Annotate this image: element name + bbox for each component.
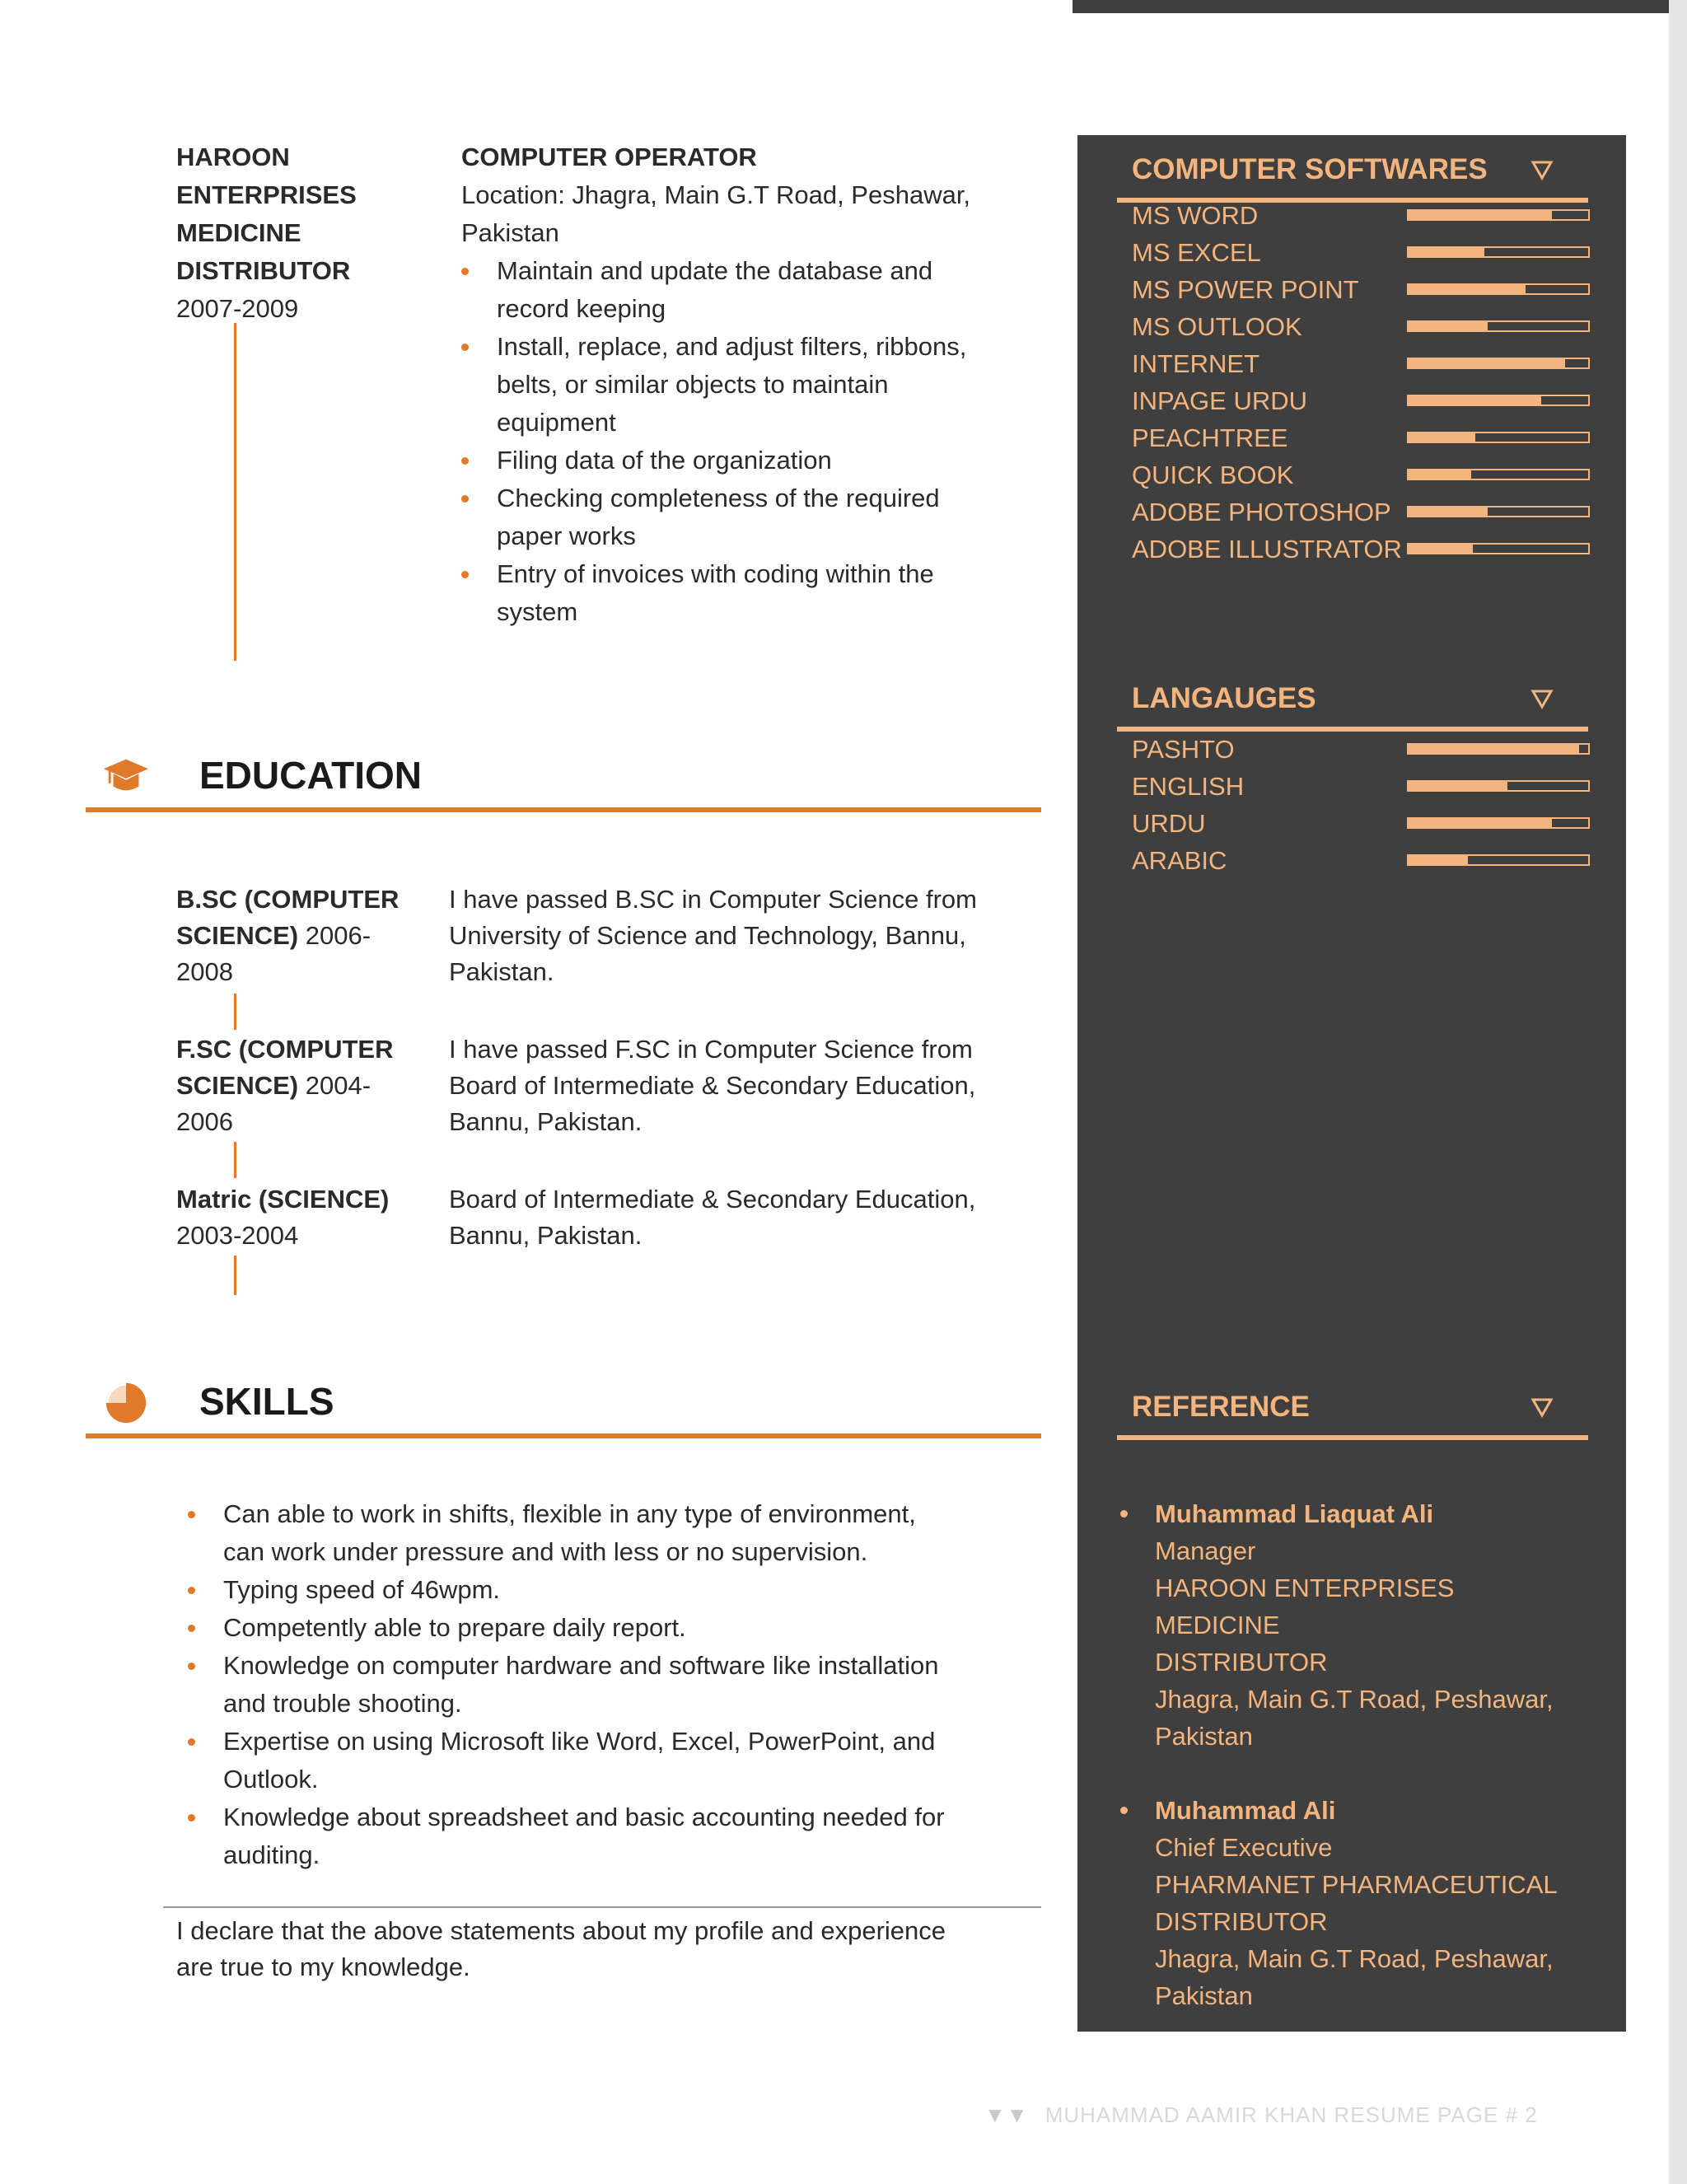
degree-name: SCIENCE) xyxy=(176,921,299,950)
education-description xyxy=(449,882,1034,990)
degree-name: F.SC (COMPUTER xyxy=(176,1035,394,1064)
skill-level-fill xyxy=(1409,819,1552,827)
education-heading xyxy=(86,741,1041,812)
skill-level-fill xyxy=(1409,248,1484,256)
experience-organization xyxy=(176,138,357,328)
skill-level-bar xyxy=(1407,395,1590,406)
page-edge xyxy=(1669,0,1687,2184)
duty-item xyxy=(461,442,1038,479)
skill-level-fill xyxy=(1409,322,1488,330)
reference-name: Muhammad Liaquat Ali xyxy=(1155,1499,1434,1528)
experience-period: 2007-2009 xyxy=(176,294,299,323)
degree-period: 2008 xyxy=(176,957,233,986)
skill-level-bar xyxy=(1407,432,1590,443)
divider xyxy=(163,1906,1041,1908)
skill-level-bar xyxy=(1407,283,1590,295)
skill-level-row xyxy=(1132,494,1610,531)
languages-heading xyxy=(1117,669,1588,732)
reference-org: HAROON ENTERPRISES MEDICINE xyxy=(1155,1574,1455,1639)
skill-level-row xyxy=(1132,346,1610,382)
skill-text: Competently able to prepare daily report. xyxy=(223,1613,686,1642)
skill-text: can work under pressure and with less or no supervision. xyxy=(223,1537,868,1566)
education-degree xyxy=(176,1031,415,1140)
degree-name: Matric (SCIENCE) xyxy=(176,1185,390,1214)
skill-level-bar xyxy=(1407,469,1590,480)
footer-logo: ▼▼ xyxy=(984,2102,1029,2127)
skill-level-label: ADOBE PHOTOSHOP xyxy=(1132,498,1391,526)
section-title: EDUCATION xyxy=(199,754,423,797)
job-location: Location: Jhagra, Main G.T Road, Peshawar, xyxy=(461,180,971,209)
duty-item xyxy=(461,479,1038,555)
description-text: University of Science and Technology, Bannu, xyxy=(449,921,966,950)
duty-text: Checking completeness of the required xyxy=(497,484,940,512)
skill-level-fill xyxy=(1409,433,1475,442)
skill-level-label: PEACHTREE xyxy=(1132,423,1288,452)
description-text: Board of Intermediate & Secondary Education, xyxy=(449,1071,976,1100)
reference-org: DISTRIBUTOR xyxy=(1155,1907,1328,1936)
reference-heading xyxy=(1117,1377,1588,1440)
graduation-cap-icon xyxy=(102,751,150,799)
timeline-line xyxy=(234,1142,236,1178)
skill-level-fill xyxy=(1409,470,1471,479)
skill-level-bar xyxy=(1407,543,1590,554)
skill-level-fill xyxy=(1409,545,1473,553)
description-text: Bannu, Pakistan. xyxy=(449,1107,643,1136)
sidebar-title: LANGAUGES xyxy=(1132,682,1316,714)
skill-level-row xyxy=(1132,732,1610,768)
degree-period: 2006- xyxy=(298,921,372,950)
skill-item xyxy=(188,1495,1044,1571)
reference-item xyxy=(1120,1792,1582,2014)
skill-text: Typing speed of 46wpm. xyxy=(223,1575,501,1604)
reference-org: DISTRIBUTOR xyxy=(1155,1648,1328,1677)
skill-text: Outlook. xyxy=(223,1765,319,1793)
skill-item xyxy=(188,1723,1044,1798)
org-line: MEDICINE xyxy=(176,218,301,247)
skill-level-row xyxy=(1132,769,1610,805)
skill-item xyxy=(188,1798,1044,1874)
duty-text: belts, or similar objects to maintain xyxy=(497,370,889,399)
skill-level-row xyxy=(1132,806,1610,842)
declaration-text: I declare that the above statements about my profile and experience xyxy=(176,1916,946,1945)
duty-text: paper works xyxy=(497,521,636,550)
reference-address: Pakistan xyxy=(1155,1981,1253,2010)
description-text: Pakistan. xyxy=(449,957,554,986)
section-title: SKILLS xyxy=(199,1380,334,1423)
declaration xyxy=(176,1913,1049,1985)
description-text: I have passed B.SC in Computer Science from xyxy=(449,885,977,914)
skill-level-bar xyxy=(1407,780,1590,792)
skill-level-fill xyxy=(1409,285,1526,293)
skill-level-fill xyxy=(1409,359,1565,367)
sidebar-top-bar xyxy=(1072,0,1669,13)
skill-level-label: MS WORD xyxy=(1132,201,1259,230)
skill-level-fill xyxy=(1409,782,1507,790)
experience-details xyxy=(461,138,1038,631)
degree-period: 2003-2004 xyxy=(176,1221,299,1250)
skill-level-row xyxy=(1132,843,1610,879)
job-location: Pakistan xyxy=(461,218,559,247)
reference-role: Manager xyxy=(1155,1536,1256,1565)
reference-item xyxy=(1120,1495,1582,1755)
reference-address: Jhagra, Main G.T Road, Peshawar, xyxy=(1155,1685,1554,1714)
skill-level-row xyxy=(1132,198,1610,234)
duty-item xyxy=(461,252,1038,328)
skill-level-bar xyxy=(1407,854,1590,866)
timeline-line xyxy=(234,1256,236,1295)
duty-text: Filing data of the organization xyxy=(497,446,832,475)
duty-text: record keeping xyxy=(497,294,666,323)
skill-level-bar xyxy=(1407,320,1590,332)
reference-role: Chief Executive xyxy=(1155,1833,1333,1862)
skill-level-bar xyxy=(1407,743,1590,755)
skill-level-bar xyxy=(1407,209,1590,221)
duty-text: equipment xyxy=(497,408,616,437)
triangle-down-icon[interactable] xyxy=(1530,1396,1554,1419)
timeline-line xyxy=(234,994,236,1030)
education-degree xyxy=(176,882,415,990)
org-line: DISTRIBUTOR xyxy=(176,256,351,285)
timeline-line xyxy=(234,323,236,661)
skill-level-row xyxy=(1132,457,1610,493)
skill-level-row xyxy=(1132,235,1610,271)
sidebar-title: COMPUTER SOFTWARES xyxy=(1132,153,1488,185)
duty-item xyxy=(461,555,1038,631)
org-line: HAROON xyxy=(176,143,290,171)
skill-level-label: ARABIC xyxy=(1132,846,1227,875)
software-heading xyxy=(1117,140,1588,203)
skill-level-fill xyxy=(1409,507,1488,516)
triangle-down-icon[interactable] xyxy=(1530,687,1554,710)
degree-name: B.SC (COMPUTER xyxy=(176,885,400,914)
skill-text: Knowledge about spreadsheet and basic accounting needed for xyxy=(223,1803,945,1831)
duty-list xyxy=(461,252,1038,631)
skill-text: and trouble shooting. xyxy=(223,1689,462,1718)
duty-text: Install, replace, and adjust filters, ribbons, xyxy=(497,332,967,361)
skill-level-row xyxy=(1132,272,1610,308)
skill-level-label: INTERNET xyxy=(1132,349,1259,378)
sidebar-title: REFERENCE xyxy=(1132,1391,1310,1423)
skill-level-label: INPAGE URDU xyxy=(1132,386,1308,415)
skills-list xyxy=(188,1495,1044,1874)
skill-level-label: MS OUTLOOK xyxy=(1132,312,1302,341)
degree-period: 2006 xyxy=(176,1107,233,1136)
education-description xyxy=(449,1181,1034,1254)
duty-text: system xyxy=(497,597,578,626)
reference-address: Jhagra, Main G.T Road, Peshawar, xyxy=(1155,1944,1554,1973)
skill-level-label: ADOBE ILLUSTRATOR xyxy=(1132,535,1402,564)
skill-level-fill xyxy=(1409,856,1468,864)
reference-name: Muhammad Ali xyxy=(1155,1796,1336,1825)
skill-level-row xyxy=(1132,420,1610,456)
skill-level-fill xyxy=(1409,745,1579,753)
footer-text: MUHAMMAD AAMIR KHAN RESUME PAGE # 2 xyxy=(1044,2102,1538,2127)
skill-item xyxy=(188,1647,1044,1723)
reference-org: PHARMANET PHARMACEUTICAL xyxy=(1155,1870,1558,1899)
description-text: I have passed F.SC in Computer Science from xyxy=(449,1035,973,1064)
skills-heading xyxy=(86,1368,1041,1438)
job-title: COMPUTER OPERATOR xyxy=(461,143,757,171)
skill-level-fill xyxy=(1409,211,1552,219)
triangle-down-icon[interactable] xyxy=(1530,158,1554,181)
org-line: ENTERPRISES xyxy=(176,180,357,209)
skill-text: auditing. xyxy=(223,1840,320,1869)
skill-level-label: MS POWER POINT xyxy=(1132,275,1359,304)
skill-level-label: ENGLISH xyxy=(1132,772,1245,801)
skill-item xyxy=(188,1609,1044,1647)
skill-text: Can able to work in shifts, flexible in any type of environment, xyxy=(223,1499,916,1528)
page-footer xyxy=(984,2102,1538,2128)
skill-level-row xyxy=(1132,531,1610,568)
skill-level-bar xyxy=(1407,358,1590,369)
duty-text: Maintain and update the database and xyxy=(497,256,933,285)
skill-level-label: PASHTO xyxy=(1132,735,1235,764)
education-degree xyxy=(176,1181,415,1254)
skill-text: Expertise on using Microsoft like Word, Excel, PowerPoint, and xyxy=(223,1727,936,1756)
description-text: Bannu, Pakistan. xyxy=(449,1221,643,1250)
reference-address: Pakistan xyxy=(1155,1722,1253,1751)
skill-level-fill xyxy=(1409,396,1541,405)
skill-level-bar xyxy=(1407,246,1590,258)
reference-list xyxy=(1120,1495,1582,2051)
skill-level-row xyxy=(1132,309,1610,345)
declaration-text: are true to my knowledge. xyxy=(176,1953,470,1981)
skill-level-bar xyxy=(1407,817,1590,829)
description-text: Board of Intermediate & Secondary Education, xyxy=(449,1185,976,1214)
skill-level-bar xyxy=(1407,506,1590,517)
degree-name: SCIENCE) xyxy=(176,1071,299,1100)
education-description xyxy=(449,1031,1034,1140)
duty-text: Entry of invoices with coding within the xyxy=(497,559,934,588)
skill-item xyxy=(188,1571,1044,1609)
skill-level-label: MS EXCEL xyxy=(1132,238,1261,267)
skill-level-row xyxy=(1132,383,1610,419)
duty-item xyxy=(461,328,1038,442)
degree-period: 2004- xyxy=(298,1071,372,1100)
skill-level-label: URDU xyxy=(1132,809,1206,838)
skill-text: Knowledge on computer hardware and software like installation xyxy=(223,1651,939,1680)
pie-chart-icon xyxy=(102,1377,150,1425)
skill-level-label: QUICK BOOK xyxy=(1132,461,1294,489)
